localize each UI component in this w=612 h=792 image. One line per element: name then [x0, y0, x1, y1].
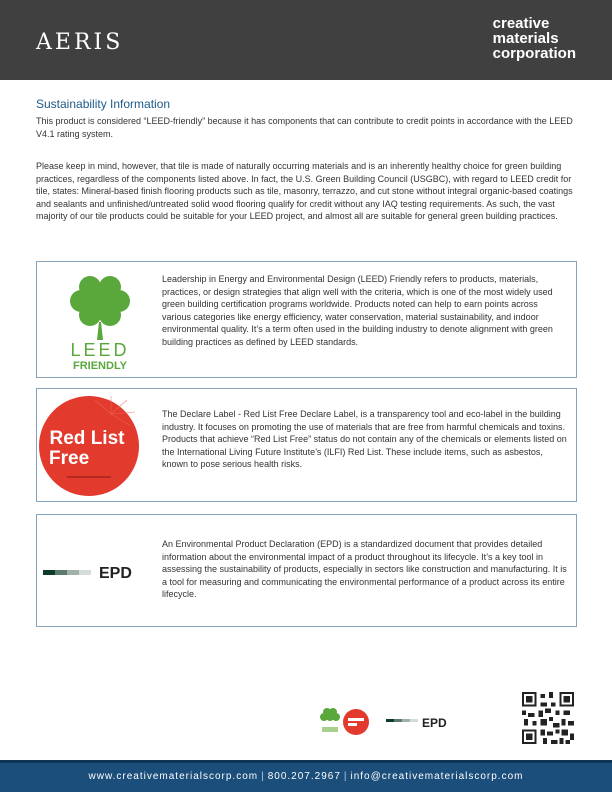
company-logo	[493, 16, 576, 61]
footer-website-link[interactable]: www.creativematerialscorp.com	[88, 771, 259, 782]
page-footer	[0, 760, 612, 792]
leed-logo-subword: FRIENDLY	[73, 360, 127, 370]
clover-icon	[70, 276, 130, 340]
epd-card	[36, 514, 577, 627]
page-header	[0, 0, 612, 80]
footer-phone[interactable]: 800.207.2967	[267, 771, 341, 782]
redlist-badge-icon	[343, 709, 369, 735]
brand-name: AERIS	[36, 30, 124, 55]
footer-separator: |	[343, 771, 348, 782]
company-line: creative	[492, 15, 550, 32]
redlist-logo-line: Free	[49, 448, 90, 469]
epd-description: An Environmental Product Declaration (EPD) is a standardized document that provides detailed information about the environmental impact of a product throughout its lifecycle. It’s a key tool in assessing the sustainability of products, especially in sectors like construction and manufacturing. It is a tool for measuring and communicating the environmental performance of a product across its entire lifecycle.	[162, 539, 567, 599]
red-list-free-logo	[37, 394, 141, 498]
epd-logo-word: EPD	[99, 565, 132, 582]
leed-badge-icon	[320, 708, 340, 732]
leed-card	[36, 261, 577, 378]
epd-logo	[43, 561, 153, 583]
info-paragraph: Please keep in mind, however, that tile is made of naturally occurring materials and is an inherently healthy choice for green building practices, regardless of the components listed above. In fact, the U.S. Green Building Council (USGBC), with regard to LEED credit for tile, states: Mineral-based finish flooring products such as tile, masonry, terrazzo, and cut stone without integral organic-based coatings and sealants and unfinished/untreated solid wood flooring qualify for credit without any IAQ testing requirements. As such, the vast majority of our tile products could be suitable for your LEED project, and almost all are suitable for general green building practices.	[36, 161, 573, 221]
redlist-logo-line: Red List	[49, 428, 125, 449]
qr-code	[522, 692, 574, 744]
leed-friendly-logo	[57, 270, 143, 370]
section-title: Sustainability Information	[36, 97, 171, 111]
certification-badges	[320, 705, 500, 739]
epd-badge-word: EPD	[422, 716, 447, 730]
footer-email-link[interactable]: info@creativematerialscorp.com	[350, 771, 524, 782]
redlist-description: The Declare Label - Red List Free Declare Label, is a transparency tool and eco-label in the building industry. It focuses on promoting the use of materials that are free from harmful chemicals and toxins. Products that achieve “Red List Free” status do not contain any of the chemicals or elements listed on the International Living Future Institute’s (ILFI) Red List. These include items, such as asbestos, known to pose serious health risks.	[162, 409, 567, 469]
leed-description: Leadership in Energy and Environmental Design (LEED) Friendly refers to products, materials, practices, or design strategies that align well with the criteria, which is one of the most widely used green building certification programs worldwide. Products noted can help to earn points across various categories like energy efficiency, water conservation, material sustainability, and indoor environmental quality. It’s a term often used in the building industry to denote alignment with green building practices as defined by LEED standards.	[162, 274, 553, 347]
redlist-card	[36, 388, 577, 502]
footer-separator: |	[261, 771, 265, 782]
company-line: corporation	[492, 45, 576, 62]
footer-contact	[0, 771, 612, 782]
intro-paragraph: This product is considered “LEED-friendly” because it has components that can contribute to credit points in accordance with the LEED V4.1 rating system.	[36, 116, 573, 139]
leed-logo-word: LEED	[70, 340, 130, 360]
fine-print-mark	[67, 476, 111, 478]
company-line: materials	[492, 30, 559, 47]
epd-badge-icon	[386, 716, 447, 730]
